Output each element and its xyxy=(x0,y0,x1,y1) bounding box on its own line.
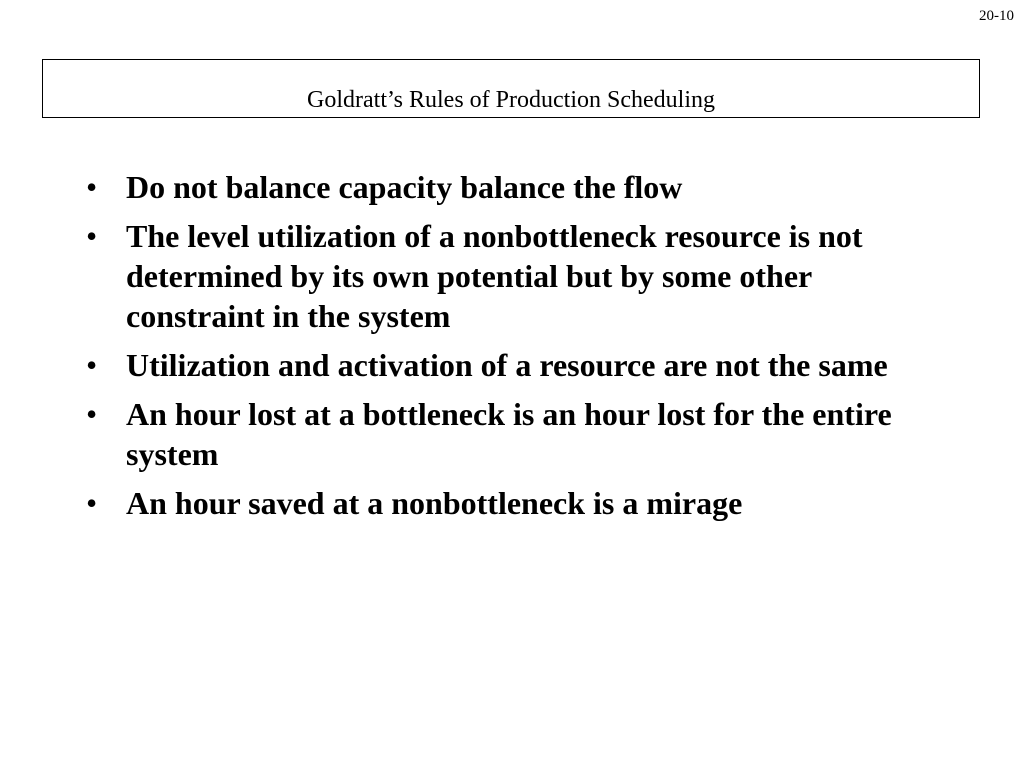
bullet-item xyxy=(86,345,906,385)
slide-number: 20-10 xyxy=(979,8,1014,24)
bullet-dot: • xyxy=(86,396,98,432)
slide-title: Goldratt’s Rules of Production Scheduling xyxy=(307,87,715,113)
bullet-item xyxy=(86,394,906,474)
bullet-item xyxy=(86,483,906,523)
bullet-list xyxy=(86,167,906,532)
bullet-text: Utilization and activation of a resource are not the same xyxy=(126,347,888,383)
bullet-item xyxy=(86,167,906,207)
bullet-text: The level utilization of a nonbottleneck resource is not determined by its own potential but by some other constraint in the system xyxy=(126,218,863,334)
bullet-text: An hour lost at a bottleneck is an hour lost for the entire system xyxy=(126,396,892,472)
bullet-dot: • xyxy=(86,218,98,254)
bullet-text: Do not balance capacity balance the flow xyxy=(126,169,683,205)
bullet-dot: • xyxy=(86,169,98,205)
bullet-dot: • xyxy=(86,485,98,521)
bullet-text: An hour saved at a nonbottleneck is a mirage xyxy=(126,485,743,521)
bullet-dot: • xyxy=(86,347,98,383)
bullet-item xyxy=(86,216,906,336)
slide-title-box xyxy=(42,59,980,118)
